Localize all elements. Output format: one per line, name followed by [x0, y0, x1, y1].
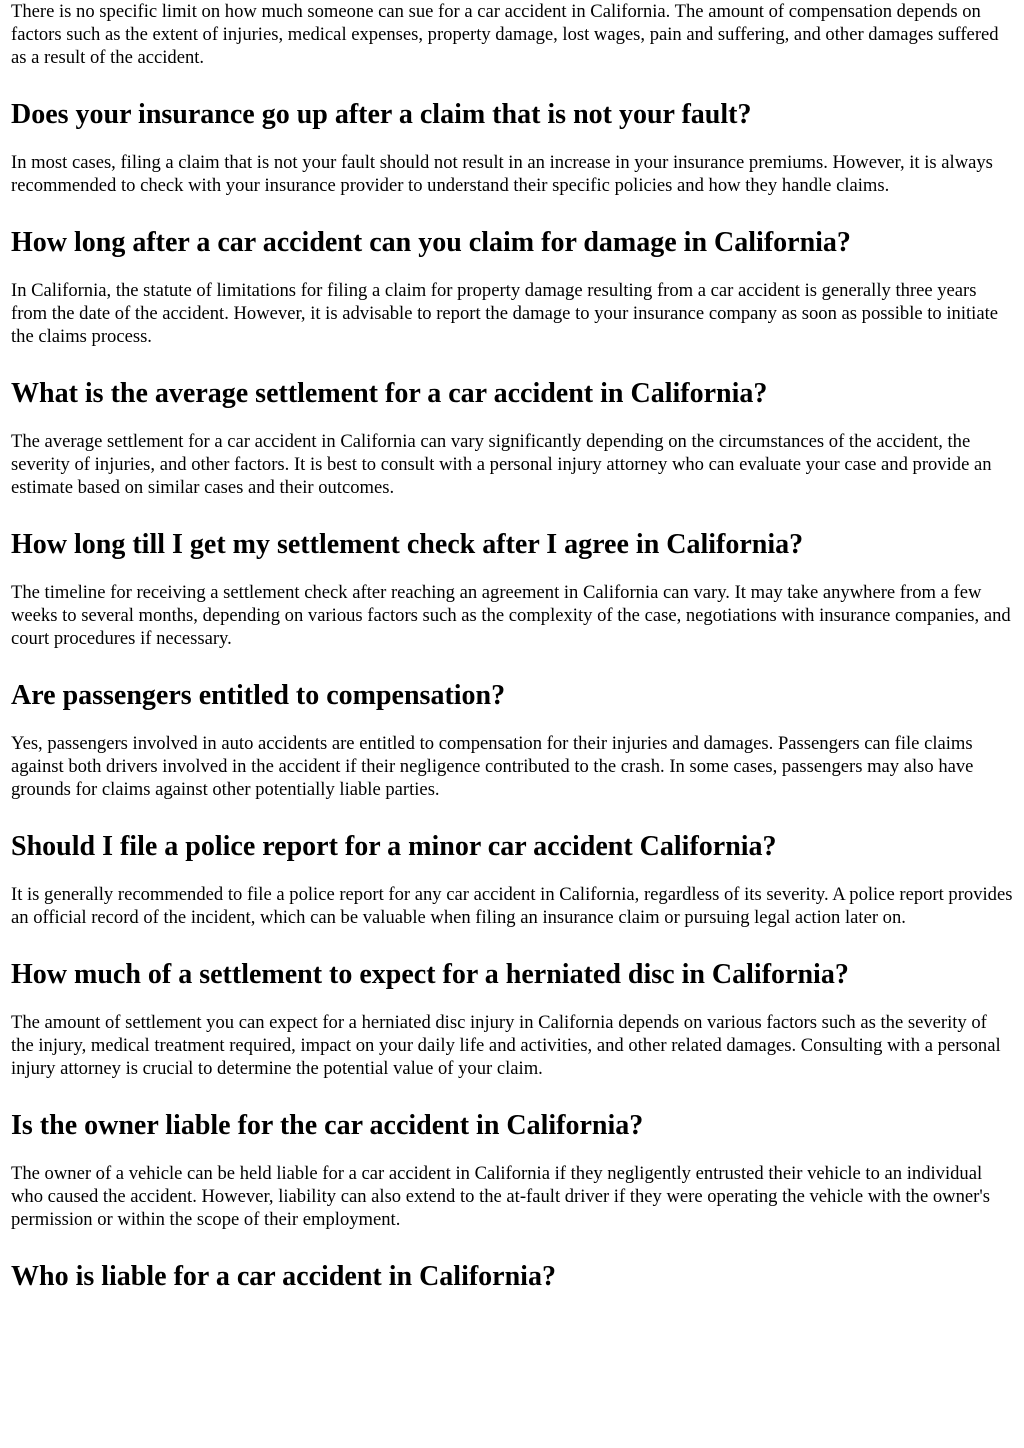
intro-paragraph: There is no specific limit on how much someone can sue for a car accident in California. The amount of compensation depends on factors such as the extent of injuries, medical expenses, property damage, lost wages, pain and suffering, and other damages suffered as a result of the accident. — [11, 1, 999, 68]
faq-heading-8: Is the owner liable for the car accident in California? — [11, 1110, 644, 1141]
faq-heading-3: What is the average settlement for a car accident in California? — [11, 378, 768, 409]
faq-heading-5: Are passengers entitled to compensation? — [11, 680, 506, 711]
faq-answer-5: Yes, passengers involved in auto accidents are entitled to compensation for their injuries and damages. Passengers can file claims against both drivers involved in the accident if their negligence contributed to the crash. In some cases, passengers may also have grounds for claims against other potentially liable parties. — [11, 733, 974, 800]
faq-answer-4: The timeline for receiving a settlement check after reaching an agreement in California can vary. It may take anywhere from a few weeks to several months, depending on various factors such as the complexity of the case, negotiations with insurance companies, and court procedures if necessary. — [11, 582, 1011, 649]
faq-answer-1: In most cases, filing a claim that is not your fault should not result in an increase in your insurance premiums. However, it is always recommended to check with your insurance provider to understand their specific policies and how they handle claims. — [11, 152, 993, 196]
faq-answer-8: The owner of a vehicle can be held liable for a car accident in California if they negligently entrusted their vehicle to an individual who caused the accident. However, liability can also extend to the at-fault driver if they were operating the vehicle with the owner's permission or within the scope of their employment. — [11, 1163, 990, 1230]
faq-heading-6: Should I file a police report for a minor car accident California? — [11, 831, 777, 862]
faq-answer-2: In California, the statute of limitations for filing a claim for property damage resulting from a car accident is generally three years from the date of the accident. However, it is advisable to report the damage to your insurance company as soon as possible to initiate the claims process. — [11, 280, 999, 347]
faq-heading-4: How long till I get my settlement check after I agree in California? — [11, 529, 804, 560]
faq-heading-2: How long after a car accident can you claim for damage in California? — [11, 227, 851, 258]
faq-answer-6: It is generally recommended to file a police report for any car accident in California, regardless of its severity. A police report provides an official record of the incident, which can be valuable when filing an insurance claim or pursuing legal action later on. — [11, 884, 1013, 928]
faq-heading-9: Who is liable for a car accident in California? — [11, 1261, 556, 1292]
faq-answer-7: The amount of settlement you can expect for a herniated disc injury in California depends on various factors such as the severity of the injury, medical treatment required, impact on your daily life and activities, and other related damages. Consulting with a personal injury attorney is crucial to determine the potential value of your claim. — [11, 1012, 1001, 1079]
faq-heading-7: How much of a settlement to expect for a herniated disc in California? — [11, 959, 849, 990]
faq-answer-3: The average settlement for a car accident in California can vary significantly depending on the circumstances of the accident, the severity of injuries, and other factors. It is best to consult with a personal injury attorney who can evaluate your case and provide an estimate based on similar cases and their outcomes. — [11, 431, 992, 498]
faq-heading-1: Does your insurance go up after a claim that is not your fault? — [11, 99, 752, 130]
